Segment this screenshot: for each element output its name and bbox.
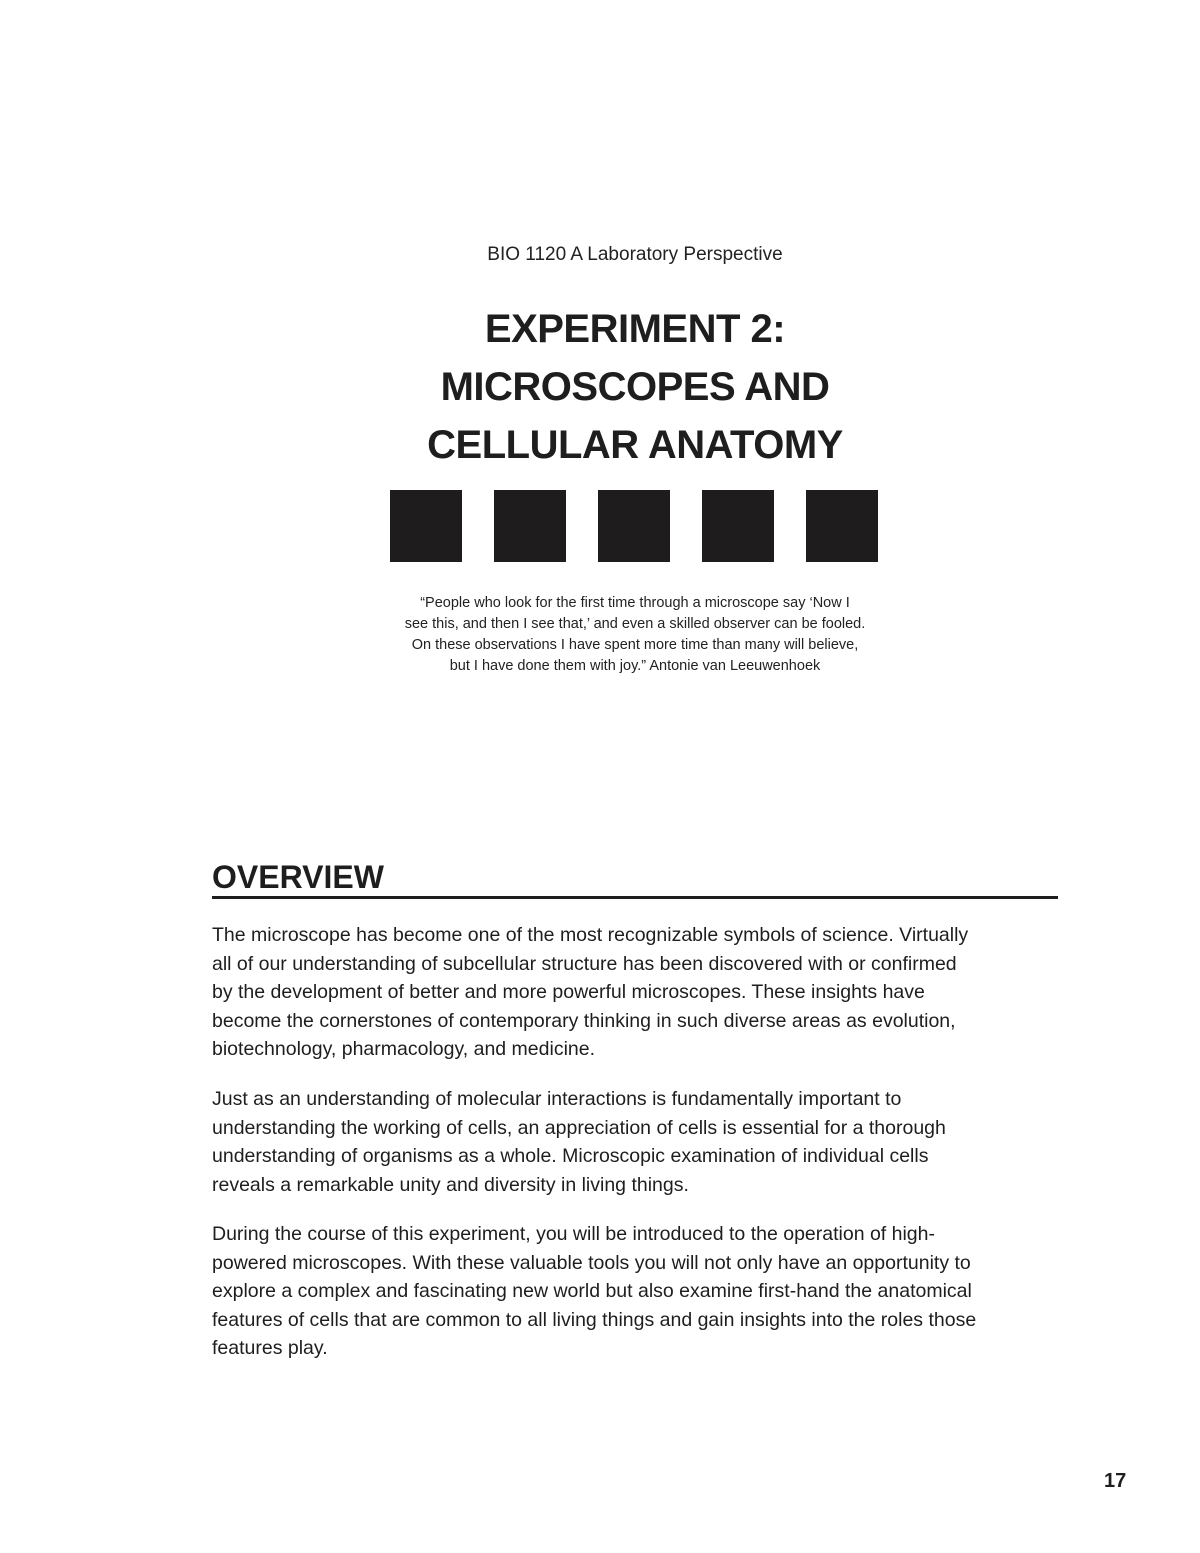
paragraph-line: all of our understanding of subcellular structure has been discovered with or confirmed <box>212 952 957 975</box>
decorative-square <box>390 490 462 562</box>
paragraph-line: features of cells that are common to all living things and gain insights into the roles those <box>212 1308 977 1331</box>
paragraph-line: understanding the working of cells, an appreciation of cells is essential for a thorough <box>212 1116 946 1139</box>
overview-heading: OVERVIEW <box>212 858 1058 899</box>
page-number: 17 <box>1104 1470 1127 1492</box>
paragraph-line: biotechnology, pharmacology, and medicine. <box>212 1038 596 1060</box>
epigraph-quote <box>370 593 900 677</box>
experiment-title <box>0 300 1200 474</box>
paragraph-line: powered microscopes. With these valuable tools you will not only have an opportunity to <box>212 1251 971 1274</box>
quote-line: “People who look for the first time through a microscope say ‘Now I <box>420 595 850 611</box>
overview-paragraph-3 <box>212 1220 1062 1363</box>
paragraph-line: understanding of organisms as a whole. Microscopic examination of individual cells <box>212 1145 929 1167</box>
paragraph-line: by the development of better and more powerful microscopes. These insights have <box>212 981 925 1003</box>
paragraph-line: explore a complex and fascinating new world but also examine first-hand the anatomical <box>212 1280 972 1302</box>
quote-line: On these observations I have spent more time than many will believe, <box>411 637 859 653</box>
paragraph-line: reveals a remarkable unity and diversity in living things. <box>212 1173 689 1196</box>
decorative-square <box>494 490 566 562</box>
paragraph-line: During the course of this experiment, you will be introduced to the operation of high- <box>212 1223 935 1245</box>
paragraph-line: Just as an understanding of molecular interactions is fundamentally important to <box>212 1088 902 1110</box>
quote-line: but I have done them with joy.” Antonie van Leeuwenhoek <box>449 658 821 674</box>
paragraph-line: become the cornerstones of contemporary thinking in such diverse areas as evolution, <box>212 1009 956 1032</box>
overview-paragraph-1 <box>212 921 1062 1064</box>
decorative-square <box>806 490 878 562</box>
paragraph-line: The microscope has become one of the most recognizable symbols of science. Virtually <box>212 924 969 946</box>
overview-paragraph-2 <box>212 1085 1062 1199</box>
decorative-squares <box>390 490 878 562</box>
title-line: CELLULAR ANATOMY <box>427 423 843 467</box>
title-line: EXPERIMENT 2: <box>484 307 786 351</box>
title-line: MICROSCOPES AND <box>440 365 830 409</box>
quote-line: see this, and then I see that,’ and even a skilled observer can be fooled. <box>404 616 866 632</box>
decorative-square <box>598 490 670 562</box>
paragraph-line: features play. <box>212 1337 328 1359</box>
course-header: BIO 1120 A Laboratory Perspective <box>487 244 783 265</box>
decorative-square <box>702 490 774 562</box>
